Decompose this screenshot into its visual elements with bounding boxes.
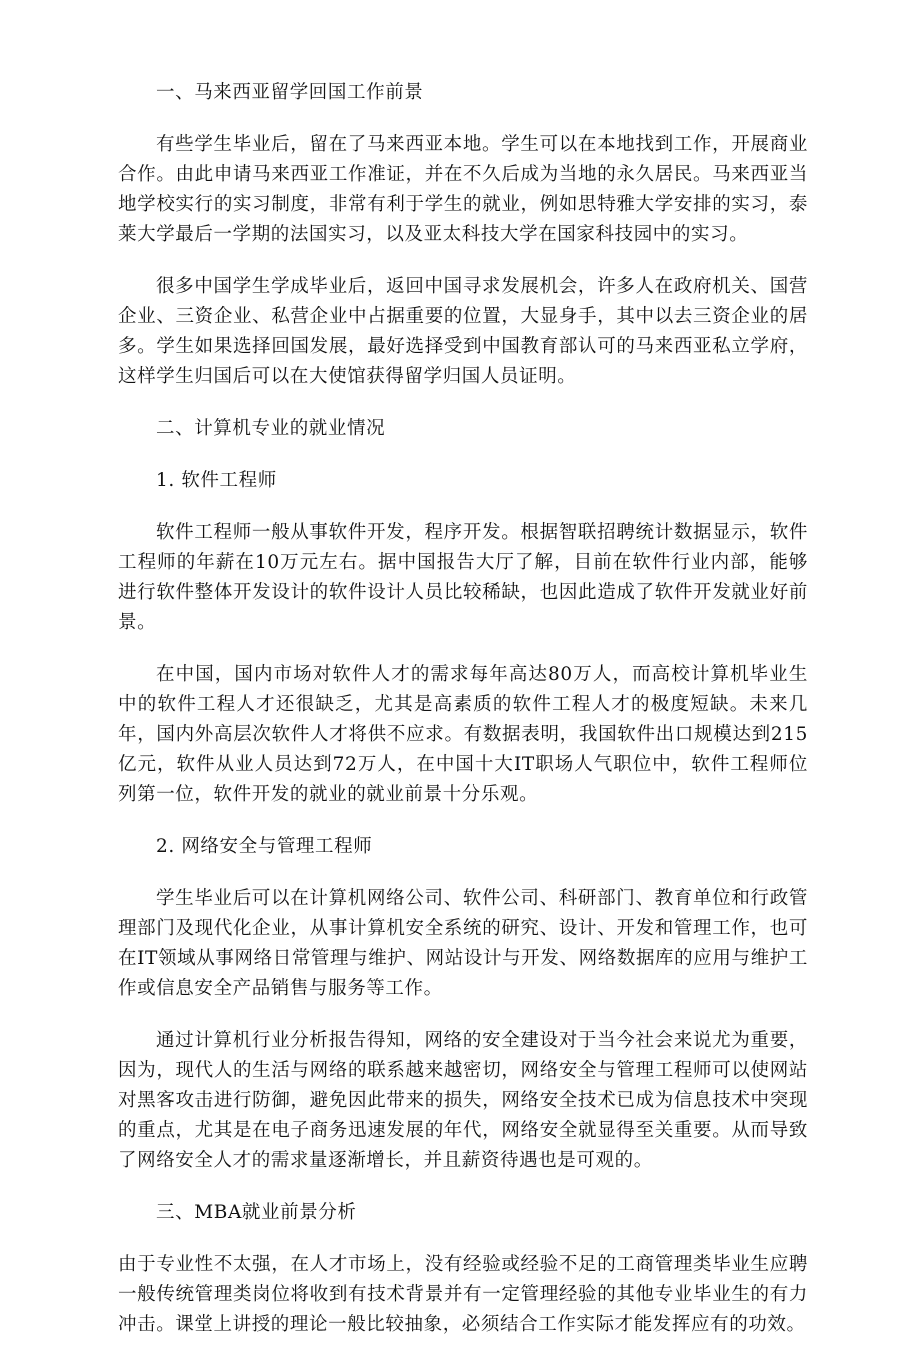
paragraph: 软件工程师一般从事软件开发，程序开发。根据智联招聘统计数据显示，软件工程师的年薪在10万元左右。据中国报告大厅了解，目前在软件行业内部，能够进行软件整体开发设计的软件设计人员比较稀缺，也因此造成了软件开发就业好前景。 — [118, 522, 808, 633]
paragraph: 通过计算机行业分析报告得知，网络的安全建设对于当今社会来说尤为重要，因为，现代人的生活与网络的联系越来越密切，网络安全与管理工程师可以使网站对黑客攻击进行防御，避免因此带来的损失，网络安全技术已成为信息技术中突现的重点，尤其是在电子商务迅速发展的年代，网络安全就显得至关重要。从而导致了网络安全人才的需求量逐渐增长，并且薪资待遇也是可观的。 — [118, 1030, 808, 1171]
subsection-heading-software-engineer: 1. 软件工程师 — [156, 470, 277, 491]
section-heading-1: 一、马来西亚留学回国工作前景 — [156, 82, 424, 103]
subsection-heading-network-security: 2. 网络安全与管理工程师 — [156, 836, 373, 857]
document-body — [118, 78, 808, 1362]
section-heading-3: 三、MBA就业前景分析 — [156, 1202, 357, 1223]
paragraph: 由于专业性不太强，在人才市场上，没有经验或经验不足的工商管理类毕业生应聘一般传统管理类岗位将收到有技术背景并有一定管理经验的其他专业毕业生的有力冲击。课堂上讲授的理论一般比较抽象，必须结合工作实际才能发挥应有的功效。 — [118, 1254, 808, 1335]
paragraph: 学生毕业后可以在计算机网络公司、软件公司、科研部门、教育单位和行政管理部门及现代化企业，从事计算机安全系统的研究、设计、开发和管理工作，也可在IT领域从事网络日常管理与维护、网站设计与开发、网络数据库的应用与维护工作或信息安全产品销售与服务等工作。 — [118, 888, 808, 999]
section-heading-2: 二、计算机专业的就业情况 — [156, 418, 386, 439]
paragraph: 很多中国学生学成毕业后，返回中国寻求发展机会，许多人在政府机关、国营企业、三资企业、私营企业中占据重要的位置，大显身手，其中以去三资企业的居多。学生如果选择回国发展，最好选择受到中国教育部认可的马来西亚私立学府，这样学生归国后可以在大使馆获得留学归国人员证明。 — [118, 276, 808, 387]
paragraph: 在中国，国内市场对软件人才的需求每年高达80万人，而高校计算机毕业生中的软件工程人才还很缺乏，尤其是高素质的软件工程人才的极度短缺。未来几年，国内外高层次软件人才将供不应求。有数据表明，我国软件出口规模达到215亿元，软件从业人员达到72万人，在中国十大IT职场人气职位中，软件工程师位列第一位，软件开发的就业的就业前景十分乐观。 — [118, 664, 808, 805]
paragraph: 有些学生毕业后，留在了马来西亚本地。学生可以在本地找到工作，开展商业合作。由此申请马来西亚工作准证，并在不久后成为当地的永久居民。马来西亚当地学校实行的实习制度，非常有利于学生的就业，例如思特雅大学安排的实习，泰莱大学最后一学期的法国实习，以及亚太科技大学在国家科技园中的实习。 — [118, 134, 808, 245]
